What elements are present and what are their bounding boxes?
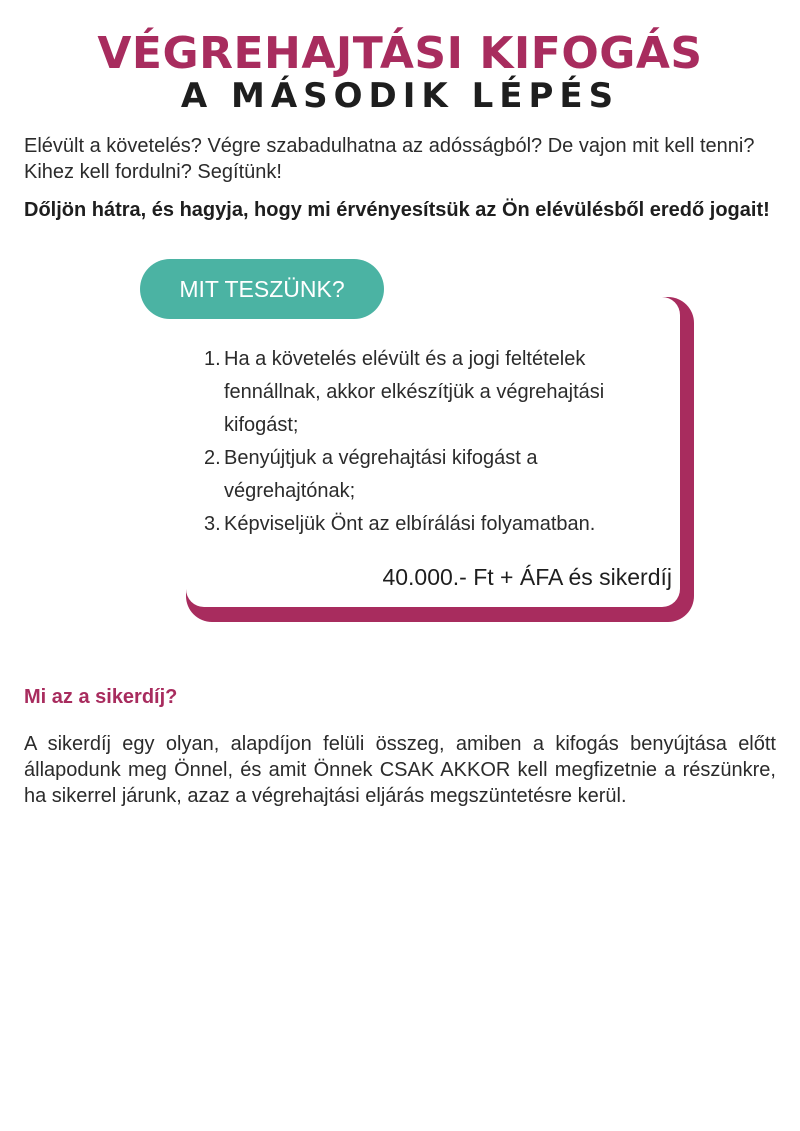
faq-answer: A sikerdíj egy olyan, alapdíjon felüli összeg, amiben a kifogás benyújtása előtt állapodunk meg Önnel, és amit Önnek CSAK AKKOR kell megfizetnie a részünkre, ha sikerrel járunk, azaz a végrehajtási eljárás megszüntetésre kerül.: [24, 733, 776, 807]
step-number: 3.: [204, 513, 221, 535]
step-number: 2.: [204, 447, 221, 469]
intro-bold-paragraph: Dőljön hátra, és hagyja, hogy mi érvényesítsük az Ön elévülésből eredő jogait!: [24, 199, 770, 221]
page-title: VÉGREHAJTÁSI KIFOGÁS: [97, 28, 703, 79]
step-item-2: [204, 442, 674, 508]
steps-list: [204, 343, 674, 541]
step-item-3: [204, 508, 674, 541]
intro-paragraph: Elévült a követelés? Végre szabadulhatna az adósságból? De vajon mit kell tenni? Kihez kell fordulni? Segítünk!: [24, 135, 755, 183]
page-subtitle: A MÁSODIK LÉPÉS: [180, 76, 620, 116]
faq-question: Mi az a sikerdíj?: [24, 686, 178, 708]
step-item-1: [204, 343, 674, 442]
step-text: Benyújtjuk a végrehajtási kifogást a végrehajtónak;: [224, 447, 538, 502]
price-label: 40.000.- Ft + ÁFA és sikerdíj: [382, 564, 672, 590]
step-text: Ha a követelés elévült és a jogi feltételek fennállnak, akkor elkészítjük a végrehajtási kifogást;: [224, 348, 605, 436]
step-text: Képviseljük Önt az elbírálási folyamatban.: [224, 513, 596, 535]
step-number: 1.: [204, 348, 221, 370]
card-badge: MIT TESZÜNK?: [140, 259, 384, 319]
